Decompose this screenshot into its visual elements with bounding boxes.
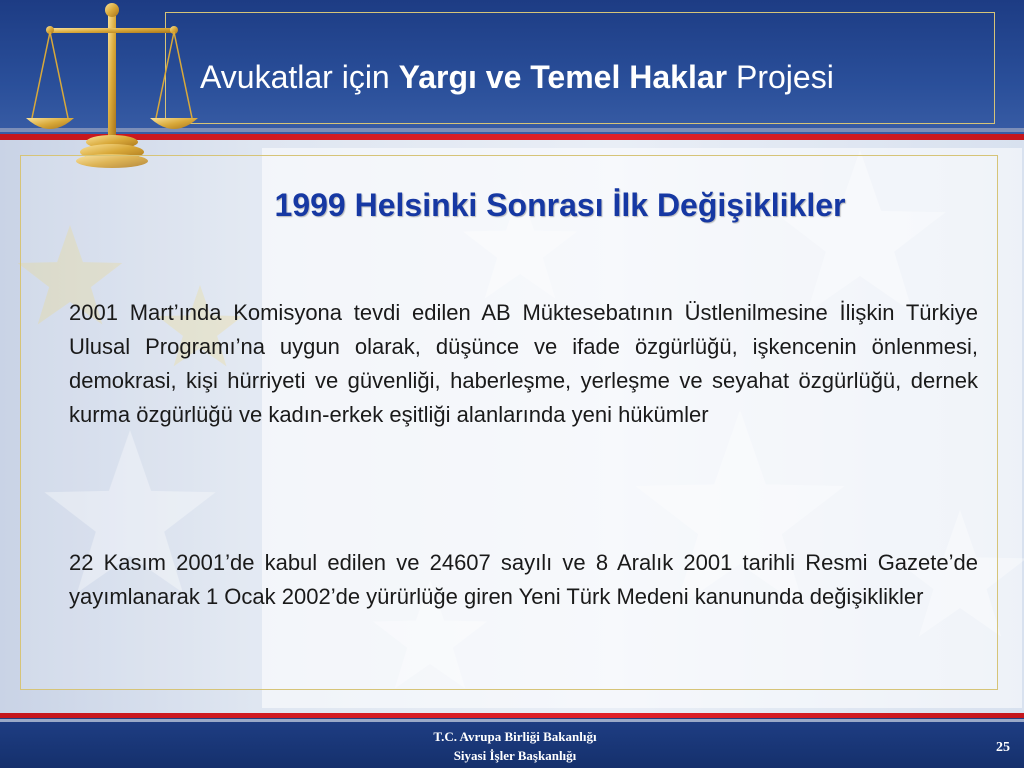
project-title — [200, 52, 980, 102]
footer-divider — [0, 719, 1024, 722]
footer-line-2: Siyasi İşler Başkanlığı — [453, 748, 577, 763]
project-title-prefix: Avukatlar için — [200, 59, 399, 95]
scales-of-justice-icon — [18, 0, 208, 170]
page-number: 25 — [996, 740, 1010, 755]
project-title-bold: Yargı ve Temel Haklar — [398, 59, 728, 95]
footer-institution — [350, 727, 680, 767]
footer-line-1: T.C. Avrupa Birliği Bakanlığı — [433, 729, 597, 744]
slide-title: 1999 Helsinki Sonrası İlk Değişiklikler — [274, 187, 846, 223]
project-title-suffix: Projesi — [727, 59, 834, 95]
paragraph-1: 2001 Mart’ında Komisyona tevdi edilen AB Müktesebatının Üstlenilmesine İlişkin Türkiye Ulusal Programı’na uygun olarak, düşünce ve ifade özgürlüğü, işkencenin önlenmesi, demokrasi, kişi hürriyeti ve güvenliği, haberleşme, yerleşme ve seyahat özgürlüğü, dernek kurma özgürlüğü ve kadın-erkek eşitliği alanlarında yeni hükümler — [69, 300, 978, 427]
paragraph-2: 22 Kasım 2001’de kabul edilen ve 24607 sayılı ve 8 Aralık 2001 tarihli Resmi Gazete’de yayımlanarak 1 Ocak 2002’de yürürlüğe giren Yeni Türk Medeni kanununda değişiklikler — [69, 550, 978, 609]
footer-red-stripe — [0, 713, 1024, 718]
